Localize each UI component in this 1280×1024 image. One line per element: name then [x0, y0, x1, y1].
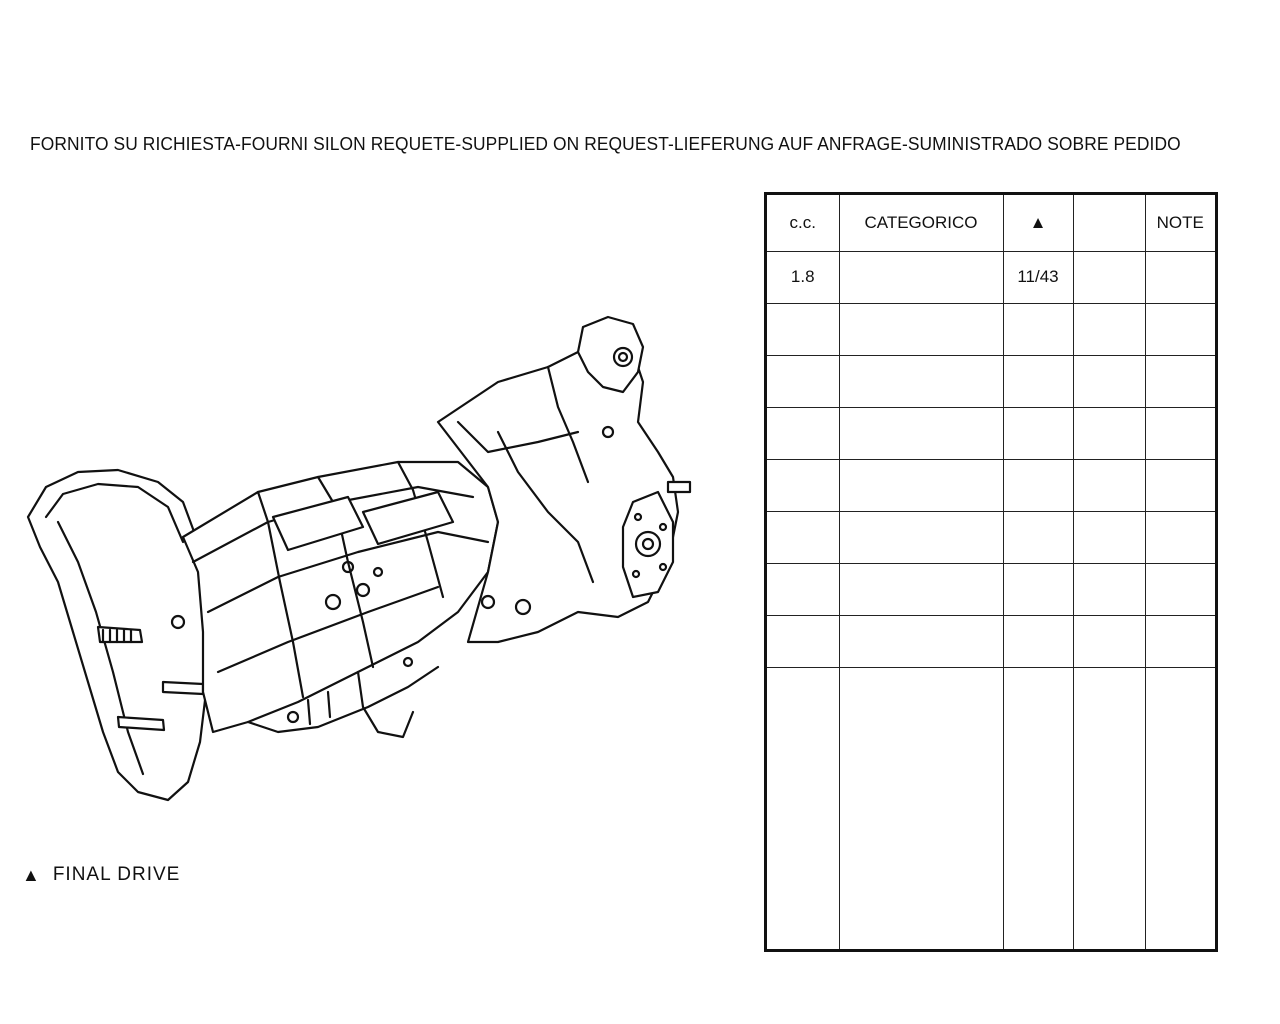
cell-cc: [767, 355, 839, 407]
cell-categorico: [839, 615, 1003, 667]
cell-final-drive: 11/43: [1003, 251, 1073, 303]
cell-note: [1145, 407, 1215, 459]
table-row: [767, 563, 1215, 615]
legend-final-drive: [22, 864, 180, 886]
cell-blank: [1073, 303, 1145, 355]
column-header-final-drive: ▲: [1003, 195, 1073, 251]
cell-categorico: [839, 667, 1003, 949]
cell-note: [1145, 303, 1215, 355]
cell-blank: [1073, 615, 1145, 667]
cell-categorico: [839, 511, 1003, 563]
table-row: [767, 407, 1215, 459]
cell-categorico: [839, 251, 1003, 303]
cell-final-drive: [1003, 459, 1073, 511]
cell-final-drive: [1003, 407, 1073, 459]
cell-categorico: [839, 407, 1003, 459]
cell-final-drive: [1003, 563, 1073, 615]
cell-note: [1145, 459, 1215, 511]
cell-blank: [1073, 355, 1145, 407]
cell-final-drive: [1003, 615, 1073, 667]
legend-label: FINAL DRIVE: [52, 864, 181, 885]
cell-categorico: [839, 303, 1003, 355]
supply-note-heading: FORNITO SU RICHIESTA-FOURNI SILON REQUETE-SUPPLIED ON REQUEST-LIEFERUNG AUF ANFRAGE-SUMINISTRADO SOBRE PEDIDO: [30, 133, 1181, 154]
cell-note: [1145, 563, 1215, 615]
cell-final-drive: [1003, 511, 1073, 563]
cell-blank: [1073, 563, 1145, 615]
cell-cc: [767, 407, 839, 459]
cell-final-drive: [1003, 355, 1073, 407]
cell-note: [1145, 511, 1215, 563]
cell-categorico: [839, 459, 1003, 511]
cell-categorico: [839, 355, 1003, 407]
cell-categorico: [839, 563, 1003, 615]
cell-blank: [1073, 251, 1145, 303]
cell-cc: [767, 615, 839, 667]
cell-blank: [1073, 511, 1145, 563]
cell-note: [1145, 355, 1215, 407]
cell-blank: [1073, 407, 1145, 459]
cell-cc: 1.8: [767, 251, 839, 303]
table-header-row: [767, 195, 1215, 251]
cell-note: [1145, 667, 1215, 949]
cell-blank: [1073, 459, 1145, 511]
triangle-icon: ▲: [22, 864, 41, 885]
cell-blank: [1073, 667, 1145, 949]
cell-note: [1145, 615, 1215, 667]
cell-cc: [767, 303, 839, 355]
column-header-note: NOTE: [1145, 195, 1215, 251]
cell-final-drive: [1003, 303, 1073, 355]
table-row: [767, 459, 1215, 511]
table-row: [767, 511, 1215, 563]
column-header-blank: [1073, 195, 1145, 251]
cell-note: [1145, 251, 1215, 303]
cell-cc: [767, 459, 839, 511]
parts-table: [764, 192, 1218, 952]
cell-cc: [767, 511, 839, 563]
table-row: [767, 667, 1215, 949]
cell-cc: [767, 667, 839, 949]
table-row: [767, 303, 1215, 355]
table-row: [767, 251, 1215, 303]
column-header-categorico: CATEGORICO: [839, 195, 1003, 251]
cell-final-drive: [1003, 667, 1073, 949]
column-header-cc: c.c.: [767, 195, 839, 251]
table-row: [767, 615, 1215, 667]
gearbox-illustration: [18, 312, 708, 812]
table-row: [767, 355, 1215, 407]
cell-cc: [767, 563, 839, 615]
